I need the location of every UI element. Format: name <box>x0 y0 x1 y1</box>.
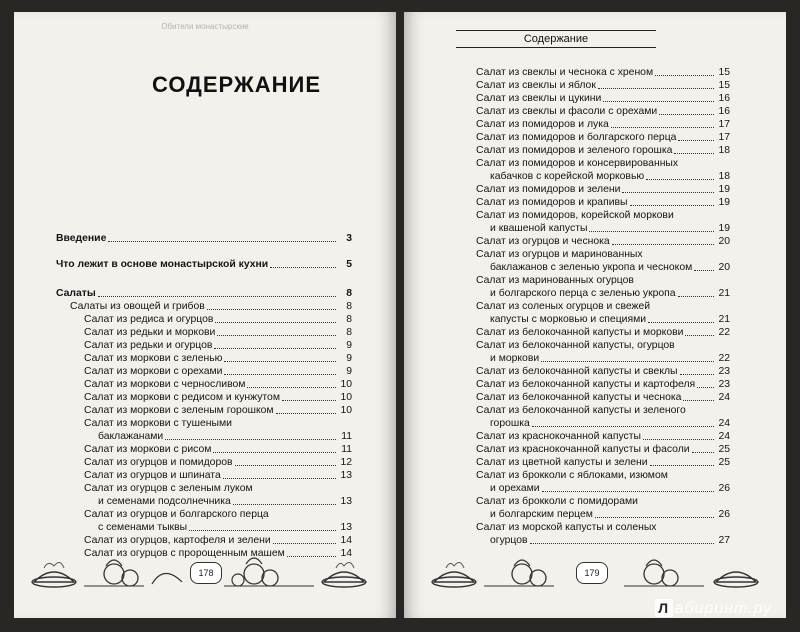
toc-entry: Салаты 8 <box>56 288 352 299</box>
toc-entry: Салат из редьки и моркови 8 <box>84 327 352 338</box>
toc-entry: Салат из помидоров и зеленого горошка 18 <box>476 145 730 156</box>
page-title: СОДЕРЖАНИЕ <box>152 72 322 97</box>
toc-entry: горошка 24 <box>490 418 730 429</box>
toc-entry: Салат из цветной капусты и зелени 25 <box>476 457 730 468</box>
toc-entry: Салат из моркови с редисом и кунжутом 10 <box>84 392 352 403</box>
toc-entry: Салат из краснокочанной капусты 24 <box>476 431 730 442</box>
toc-entry: Салат из помидоров и болгарского перца 17 <box>476 132 730 143</box>
toc-entry: Салат из огурцов и шпината 13 <box>84 470 352 481</box>
toc-entry: баклажанами 11 <box>98 431 352 442</box>
toc-entry: и орехами 26 <box>490 483 730 494</box>
toc-entry: капусты с морковью и специями 21 <box>490 314 730 325</box>
labirint-logo-icon: Л <box>655 599 673 617</box>
toc-entry: Салат из брокколи с помидорами <box>476 496 638 507</box>
toc-entry: Салат из огурцов и болгарского перца <box>84 509 269 520</box>
toc-entry: Салат из помидоров, корейской моркови <box>476 210 674 221</box>
toc-entry: Салат из белокочанной капусты и картофеля 23 <box>476 379 730 390</box>
toc-entry: Салаты из овощей и грибов 8 <box>70 301 352 312</box>
right-running-head: Содержание <box>456 30 656 48</box>
toc-entry: Салат из свеклы и фасоли с орехами 16 <box>476 106 730 117</box>
toc-entry: Салат из краснокочанной капусты и фасоли 25 <box>476 444 730 455</box>
toc-entry: Салат из свеклы и яблок 15 <box>476 80 730 91</box>
toc-entry: Салат из моркови с орехами 9 <box>84 366 352 377</box>
watermark: Л абиринт.ру <box>655 599 772 618</box>
toc-entry: и болгарского перца с зеленью укропа 21 <box>490 288 730 299</box>
toc-entry: и квашеной капусты 19 <box>490 223 730 234</box>
toc-entry: и болгарским перцем 26 <box>490 509 730 520</box>
toc-entry: Салат из моркови с зеленым горошком 10 <box>84 405 352 416</box>
toc-entry: Салат из белокочанной капусты и моркови 22 <box>476 327 730 338</box>
toc-entry: Салат из белокочанной капусты и свеклы 23 <box>476 366 730 377</box>
toc-entry: Салат из помидоров и зелени 19 <box>476 184 730 195</box>
toc-entry: Салат из огурцов с зеленым луком <box>84 483 253 494</box>
toc-entry: Салат из белокочанной капусты и чеснока 24 <box>476 392 730 403</box>
toc-entry: Салат из моркови с тушеными <box>84 418 232 429</box>
toc-entry: Салат из редиса и огурцов 8 <box>84 314 352 325</box>
toc-entry: Салат из моркови с рисом 11 <box>84 444 352 455</box>
left-running-head: Обители монастырские <box>161 22 249 31</box>
toc-entry: Салат из брокколи с яблоками, изюмом <box>476 470 668 481</box>
toc-entry: кабачков с корейской морковью 18 <box>490 171 730 182</box>
toc-entry: Салат из огурцов и помидоров 12 <box>84 457 352 468</box>
toc-entry: Салат из огурцов и чеснока 20 <box>476 236 730 247</box>
toc-entry: Салат из помидоров и крапивы 19 <box>476 197 730 208</box>
footer-ornament <box>404 544 786 598</box>
right-page <box>404 12 786 618</box>
toc-entry: Салат из редьки и огурцов 9 <box>84 340 352 351</box>
toc-entry: Салат из моркови с зеленью 9 <box>84 353 352 364</box>
toc-entry: Салат из свеклы и цукини 16 <box>476 93 730 104</box>
footer-ornament <box>14 544 396 598</box>
toc-entry: баклажанов с зеленью укропа и чесноком 20 <box>490 262 730 273</box>
toc-entry: и семенами подсолнечника 13 <box>98 496 352 507</box>
toc-entry: Салат из белокочанной капусты и зеленого <box>476 405 686 416</box>
toc-entry: Салат из огурцов с пророщенным машем 14 <box>84 548 352 559</box>
toc-entry: Салат из помидоров и консервированных <box>476 158 679 169</box>
toc-entry: Введение 3 <box>56 233 352 244</box>
toc-entry: и моркови 22 <box>490 353 730 364</box>
page-number: 179 <box>576 562 608 584</box>
toc-entry: огурцов 27 <box>490 535 730 546</box>
left-page <box>14 12 396 618</box>
toc-entry: Салат из морской капусты и соленых <box>476 522 657 533</box>
page-number: 178 <box>190 562 222 584</box>
toc-entry: Салат из огурцов и маринованных <box>476 249 643 260</box>
toc-entry: Что лежит в основе монастырской кухни 5 <box>56 259 352 270</box>
toc-entry: Салат из соленых огурцов и свежей <box>476 301 651 312</box>
toc-entry: Салат из белокочанной капусты, огурцов <box>476 340 675 351</box>
toc-entry: Салат из помидоров и лука 17 <box>476 119 730 130</box>
toc-entry: Салат из огурцов, картофеля и зелени 14 <box>84 535 352 546</box>
toc-entry: Салат из маринованных огурцов <box>476 275 634 286</box>
toc-entry: с семенами тыквы 13 <box>98 522 352 533</box>
toc-entry: Салат из свеклы и чеснока с хреном 15 <box>476 67 730 78</box>
toc-entry: Салат из моркови с черносливом 10 <box>84 379 352 390</box>
